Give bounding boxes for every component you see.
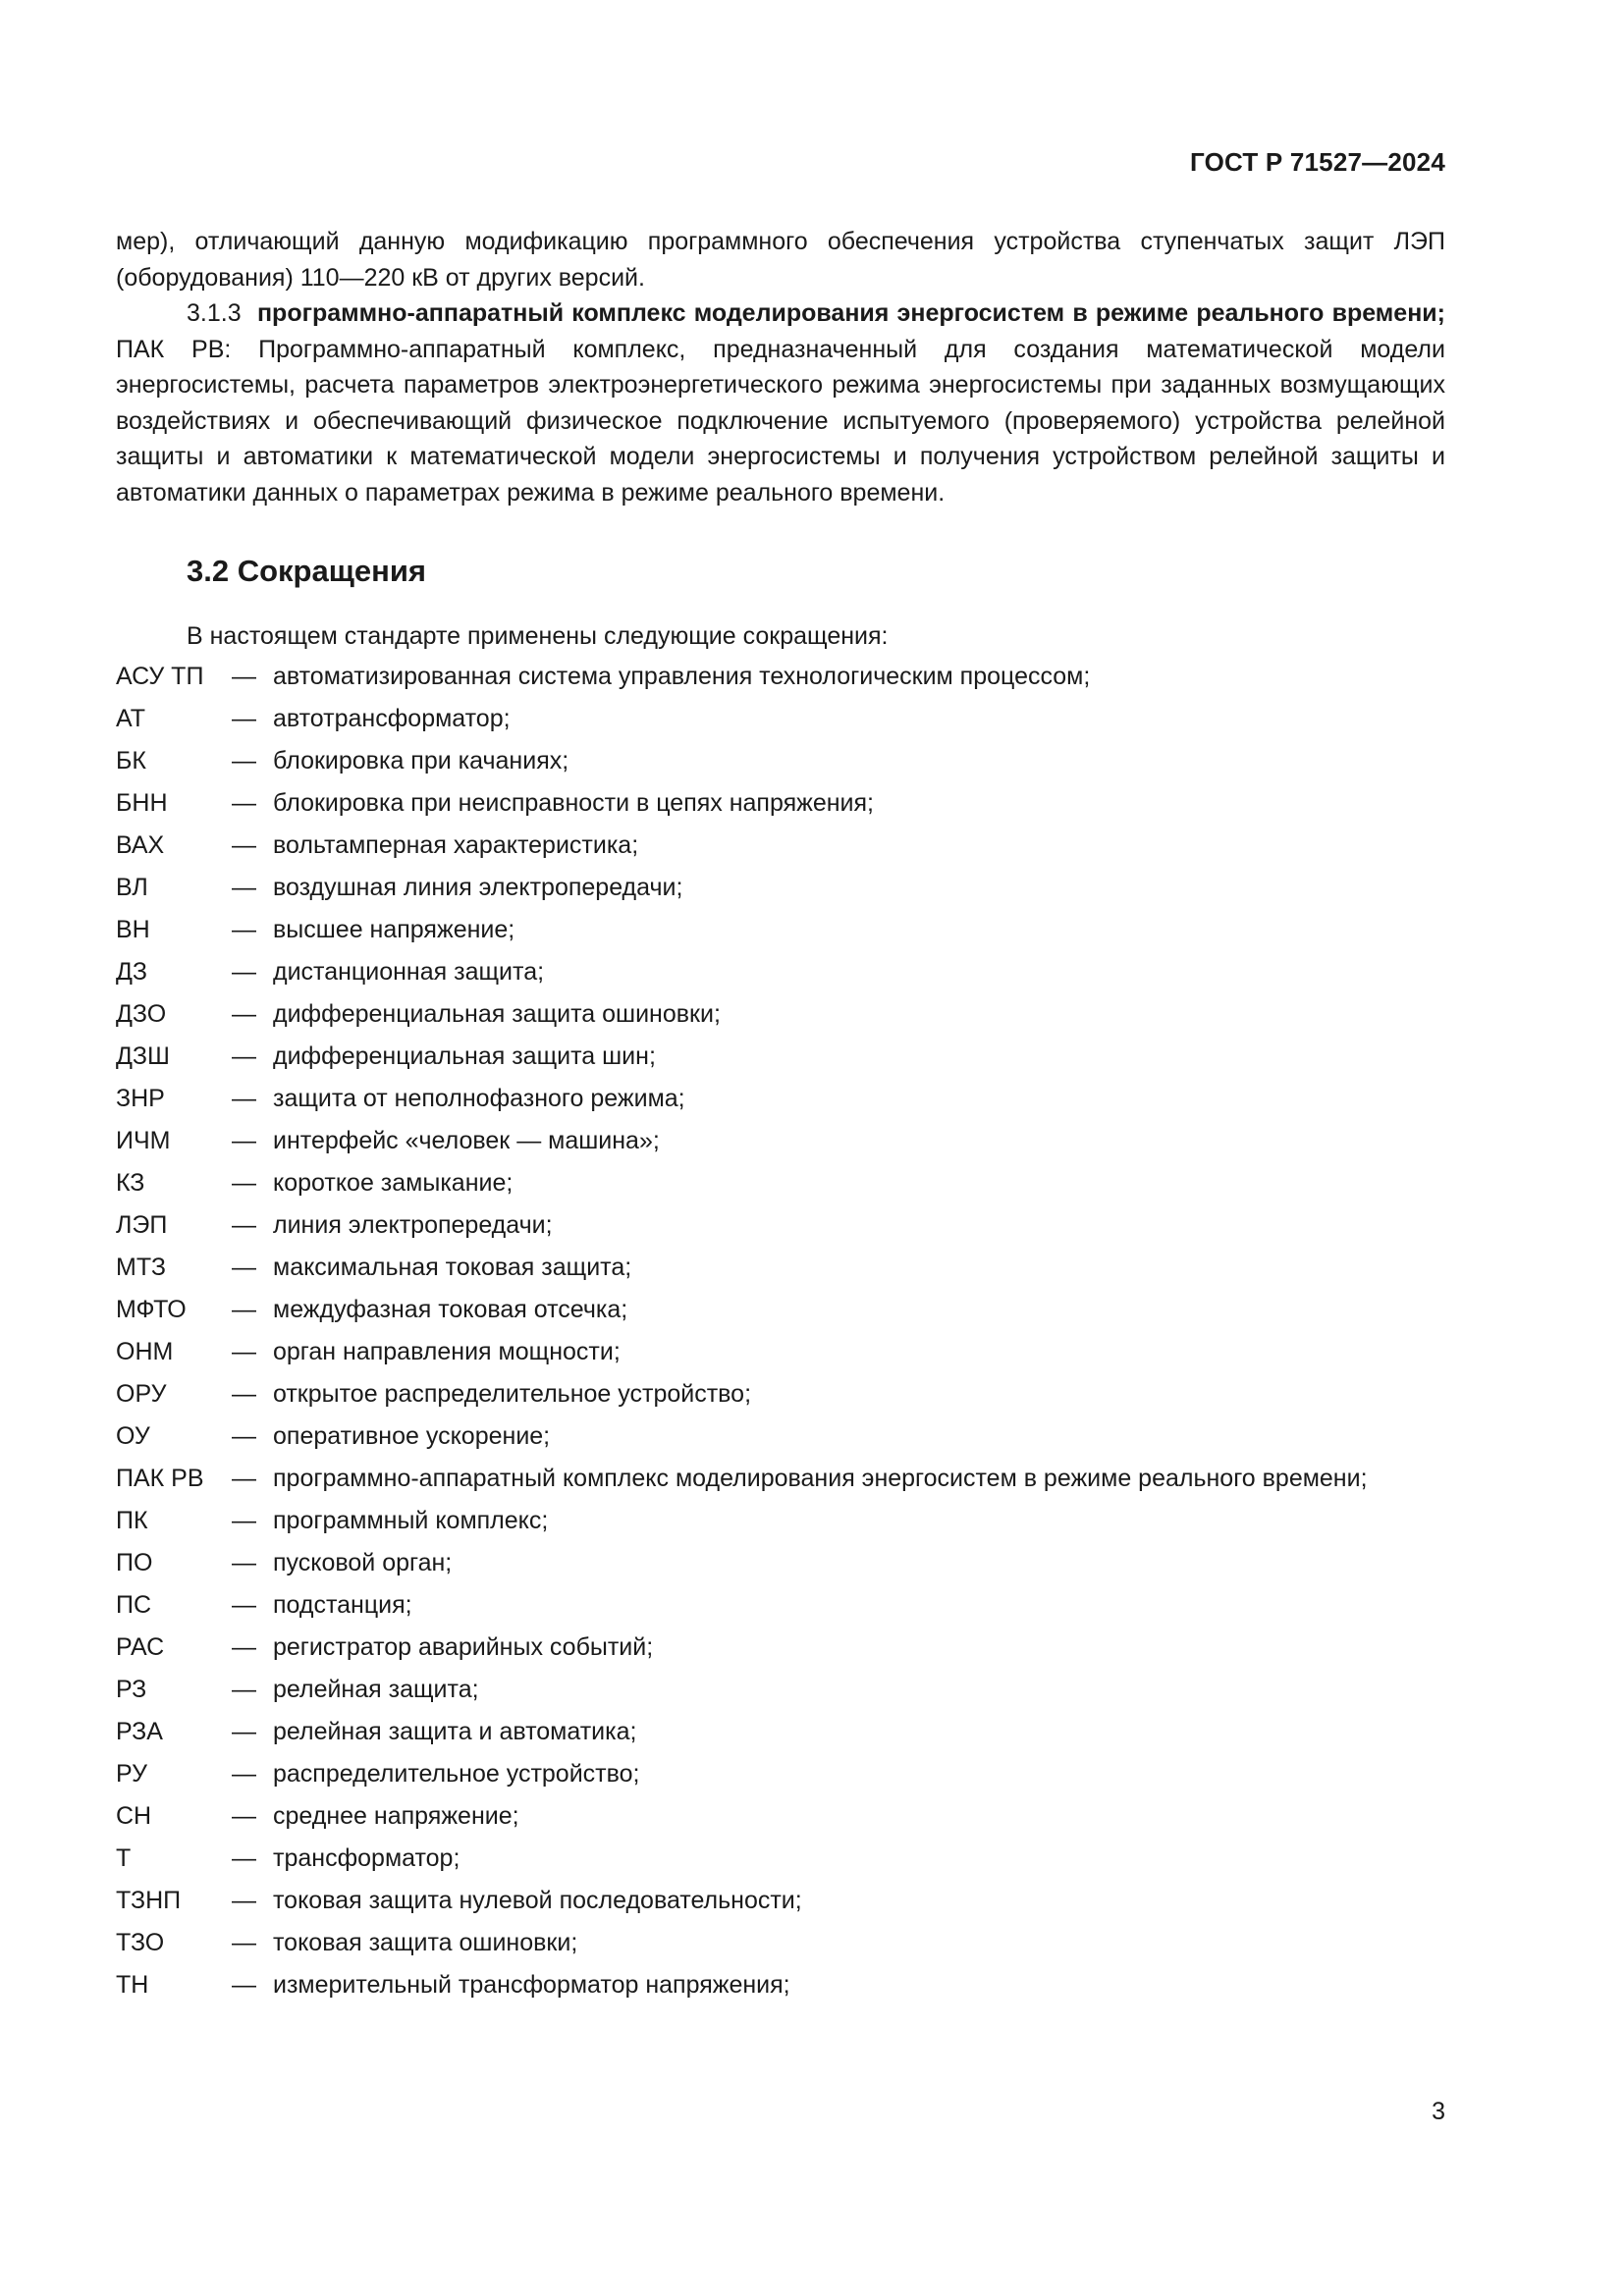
term-number: 3.1.3 [187, 299, 242, 327]
abbreviation-dash: — [232, 1295, 256, 1323]
abbreviation-term: РЗ [116, 1675, 147, 1703]
abbreviation-definition: токовая защита ошиновки; [273, 1928, 578, 1956]
abbreviation-dash: — [232, 1084, 256, 1112]
abbreviation-definition: дифференциальная защита шин; [273, 1041, 656, 1070]
abbreviation-term: ОУ [116, 1421, 150, 1450]
abbreviation-row [116, 1883, 1445, 1919]
abbreviation-definition: распределительное устройство; [273, 1759, 640, 1788]
page-number: 3 [1432, 2098, 1445, 2125]
abbreviation-definition: защита от неполнофазного режима; [273, 1084, 685, 1112]
abbreviation-definition: линия электропередачи; [273, 1210, 553, 1239]
standard-code: ГОСТ Р 71527—2024 [1190, 147, 1445, 177]
abbreviation-dash: — [232, 1801, 256, 1830]
abbreviation-term: ИЧМ [116, 1126, 171, 1154]
abbreviation-definition: среднее напряжение; [273, 1801, 519, 1830]
abbreviation-definition: дистанционная защита; [273, 957, 545, 986]
abbreviation-term: ПАК РВ [116, 1464, 204, 1492]
abbreviation-term: ВН [116, 915, 150, 943]
abbreviation-row [116, 1756, 1445, 1792]
abbreviation-term: БК [116, 746, 146, 774]
abbreviation-row [116, 1292, 1445, 1328]
abbreviation-term: Т [116, 1843, 132, 1872]
abbreviation-term: СН [116, 1801, 152, 1830]
abbreviation-row [116, 1798, 1445, 1835]
term-definition-paragraph [116, 295, 1445, 510]
abbreviation-dash: — [232, 915, 256, 943]
abbreviation-row [116, 659, 1445, 695]
abbreviation-row [116, 1587, 1445, 1624]
abbreviation-definition: автоматизированная система управления технологическим процессом; [273, 662, 1091, 690]
section-title: 3.2 Сокращения [187, 554, 426, 588]
abbreviation-row [116, 1629, 1445, 1666]
abbreviation-dash: — [232, 1379, 256, 1408]
abbreviation-term: БНН [116, 788, 168, 817]
term-definition: ПАК РВ: Программно-аппаратный комплекс, предназначенный для создания математической модели энергосистемы, расчета параметров электроэнергетического режима энергосистемы при заданных возмущающих воздействиях и обеспечивающий физическое подключение испытуемого (проверяемого) устройства релейной защиты и автоматики к математической модели энергосистемы и получения устройством релейной защиты и автоматики данных о параметрах режима в режиме реального времени. [116, 335, 1445, 507]
abbreviation-definition: блокировка при неисправности в цепях напряжения; [273, 788, 874, 817]
continuation-paragraph: мер), отличающий данную модификацию программного обеспечения устройства ступенчатых защит ЛЭП (оборудования) 110—220 кВ от других версий. [116, 228, 1445, 292]
abbreviation-dash: — [232, 1632, 256, 1661]
abbreviation-term: ПО [116, 1548, 153, 1576]
abbreviation-dash: — [232, 830, 256, 859]
abbreviation-row [116, 1207, 1445, 1244]
abbreviation-dash: — [232, 1759, 256, 1788]
abbreviation-term: МФТО [116, 1295, 187, 1323]
abbreviation-term: ПС [116, 1590, 152, 1619]
abbreviation-dash: — [232, 1126, 256, 1154]
abbreviation-term: АТ [116, 704, 145, 732]
abbreviation-dash: — [232, 788, 256, 817]
abbreviation-definition: программно-аппаратный комплекс моделирования энергосистем в режиме реального времени; [273, 1464, 1368, 1492]
abbreviation-definition: орган направления мощности; [273, 1337, 621, 1365]
abbreviation-term: ЗНР [116, 1084, 165, 1112]
abbreviation-definition: воздушная линия электропередачи; [273, 873, 683, 901]
abbreviation-definition: блокировка при качаниях; [273, 746, 569, 774]
abbreviation-row [116, 1081, 1445, 1117]
abbreviation-term: РЗА [116, 1717, 163, 1745]
abbreviation-row [116, 1418, 1445, 1455]
abbreviation-term: ДЗ [116, 957, 148, 986]
abbreviation-dash: — [232, 704, 256, 732]
abbreviation-row [116, 1967, 1445, 2003]
abbreviation-dash: — [232, 1506, 256, 1534]
abbreviation-term: РУ [116, 1759, 148, 1788]
abbreviation-dash: — [232, 1590, 256, 1619]
abbreviation-definition: открытое распределительное устройство; [273, 1379, 752, 1408]
abbreviation-row [116, 1165, 1445, 1201]
abbreviation-row [116, 1376, 1445, 1413]
abbreviation-row [116, 785, 1445, 822]
abbreviation-definition: программный комплекс; [273, 1506, 549, 1534]
abbreviation-definition: дифференциальная защита ошиновки; [273, 999, 721, 1028]
abbreviation-dash: — [232, 1675, 256, 1703]
abbreviation-row [116, 1672, 1445, 1708]
abbreviation-term: ЛЭП [116, 1210, 168, 1239]
abbreviation-term: ОНМ [116, 1337, 174, 1365]
abbreviation-row [116, 870, 1445, 906]
abbreviation-row [116, 828, 1445, 864]
abbreviation-term: ДЗШ [116, 1041, 170, 1070]
abbreviation-dash: — [232, 1168, 256, 1197]
abbreviation-dash: — [232, 999, 256, 1028]
abbreviation-row [116, 701, 1445, 737]
abbreviation-row [116, 1123, 1445, 1159]
abbreviation-dash: — [232, 1886, 256, 1914]
abbreviation-definition: релейная защита и автоматика; [273, 1717, 637, 1745]
abbreviation-definition: пусковой орган; [273, 1548, 453, 1576]
abbreviation-dash: — [232, 1843, 256, 1872]
abbreviation-dash: — [232, 1717, 256, 1745]
abbreviation-definition: токовая защита нулевой последовательности; [273, 1886, 802, 1914]
abbreviation-dash: — [232, 1210, 256, 1239]
abbreviation-row [116, 954, 1445, 990]
section-intro: В настоящем стандарте применены следующие сокращения: [187, 622, 889, 650]
abbreviation-row [116, 1039, 1445, 1075]
abbreviation-dash: — [232, 1041, 256, 1070]
abbreviation-row [116, 912, 1445, 948]
abbreviation-term: ПК [116, 1506, 148, 1534]
abbreviation-row [116, 1250, 1445, 1286]
abbreviation-dash: — [232, 1253, 256, 1281]
abbreviation-row [116, 1841, 1445, 1877]
abbreviation-row [116, 1925, 1445, 1961]
abbreviation-definition: релейная защита; [273, 1675, 479, 1703]
abbreviation-definition: подстанция; [273, 1590, 412, 1619]
abbreviation-definition: оперативное ускорение; [273, 1421, 551, 1450]
abbreviation-term: МТЗ [116, 1253, 166, 1281]
abbreviation-dash: — [232, 1548, 256, 1576]
abbreviation-dash: — [232, 1464, 256, 1492]
abbreviation-definition: регистратор аварийных событий; [273, 1632, 654, 1661]
abbreviation-list [116, 659, 1445, 2003]
abbreviation-term: ТЗО [116, 1928, 165, 1956]
abbreviation-term: ТН [116, 1970, 149, 1999]
abbreviation-definition: трансформатор; [273, 1843, 460, 1872]
abbreviation-term: ТЗНП [116, 1886, 182, 1914]
abbreviation-term: РАС [116, 1632, 165, 1661]
abbreviation-row [116, 1461, 1445, 1497]
abbreviation-definition: измерительный трансформатор напряжения; [273, 1970, 790, 1999]
abbreviation-dash: — [232, 662, 256, 690]
abbreviation-row [116, 996, 1445, 1033]
abbreviation-row [116, 743, 1445, 779]
abbreviation-dash: — [232, 1421, 256, 1450]
abbreviation-term: КЗ [116, 1168, 145, 1197]
abbreviation-row [116, 1503, 1445, 1539]
abbreviation-row [116, 1334, 1445, 1370]
abbreviation-dash: — [232, 1928, 256, 1956]
abbreviation-dash: — [232, 746, 256, 774]
term-name: программно-аппаратный комплекс моделирования энергосистем в режиме реального времени; [256, 299, 1445, 327]
abbreviation-definition: вольтамперная характеристика; [273, 830, 639, 859]
abbreviation-definition: автотрансформатор; [273, 704, 511, 732]
abbreviation-dash: — [232, 1337, 256, 1365]
abbreviation-term: ВЛ [116, 873, 148, 901]
abbreviation-term: АСУ ТП [116, 662, 204, 690]
abbreviation-definition: максимальная токовая защита; [273, 1253, 632, 1281]
abbreviation-definition: высшее напряжение; [273, 915, 515, 943]
abbreviation-dash: — [232, 873, 256, 901]
abbreviation-definition: короткое замыкание; [273, 1168, 514, 1197]
page-content [116, 224, 1445, 2009]
abbreviation-definition: интерфейс «человек — машина»; [273, 1126, 660, 1154]
abbreviation-term: ДЗО [116, 999, 167, 1028]
abbreviation-row [116, 1714, 1445, 1750]
abbreviation-dash: — [232, 957, 256, 986]
abbreviation-dash: — [232, 1970, 256, 1999]
abbreviation-term: ОРУ [116, 1379, 167, 1408]
abbreviation-term: ВАХ [116, 830, 165, 859]
abbreviation-definition: междуфазная токовая отсечка; [273, 1295, 628, 1323]
abbreviation-row [116, 1545, 1445, 1581]
